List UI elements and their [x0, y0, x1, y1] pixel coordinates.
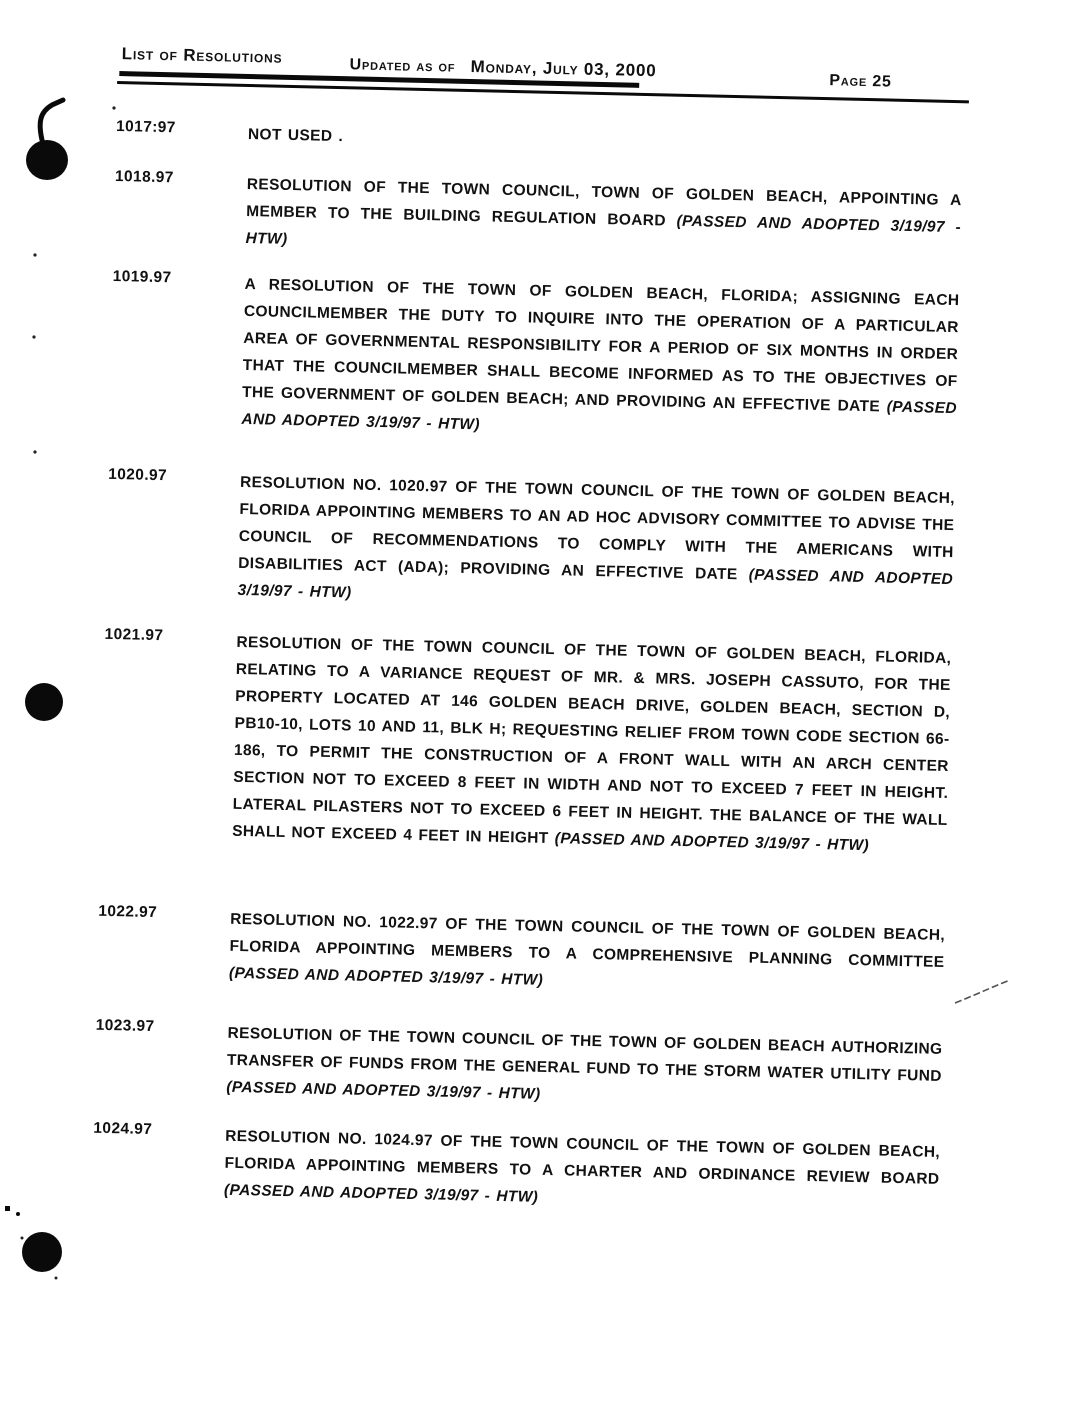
- entry-body-text: RESOLUTION NO. 1022.97 OF THE TOWN COUNCIL OF THE TOWN OF GOLDEN BEACH, FLORIDA APPOINTING MEMBERS TO A COMPREHENSIVE PLANNING COMMITTEE: [229, 910, 946, 971]
- entry-text: [248, 121, 963, 164]
- entry-disposition: (PASSED AND ADOPTED 3/19/97 - HTW): [223, 1181, 539, 1206]
- entry-number: 1023.97: [95, 1016, 155, 1036]
- entry-row: [105, 466, 960, 620]
- entry-body-text: RESOLUTION NO. 1024.97 OF THE TOWN COUNCIL OF THE TOWN OF GOLDEN BEACH, FLORIDA APPOINTING MEMBERS TO A CHARTER AND ORDINANCE REVIEW BOARD: [224, 1127, 941, 1188]
- updated-date: Monday, July 03, 2000: [470, 57, 657, 81]
- entry-row: [92, 1120, 946, 1220]
- entry-number: 1024.97: [93, 1119, 153, 1139]
- document-header: [117, 44, 970, 109]
- ink-blot-mark: [22, 1232, 62, 1272]
- entry-disposition: (PASSED AND ADOPTED 3/19/97 - HTW): [554, 830, 870, 855]
- entry-row: [100, 626, 957, 861]
- ink-blot-tail-mark: [40, 100, 63, 140]
- entry-body-text: RESOLUTION OF THE TOWN COUNCIL, TOWN OF GOLDEN BEACH, APPOINTING A MEMBER TO THE BUILDING REGULATION BOARD: [246, 175, 962, 230]
- entry-disposition: (PASSED AND ADOPTED 3/19/97 - HTW): [237, 566, 954, 602]
- entry-text: [229, 906, 946, 1003]
- entry-body-text: A RESOLUTION OF THE TOWN OF GOLDEN BEACH, FLORIDA; ASSIGNING EACH COUNCILMEMBER THE DUTY TO INQUIRE INTO THE OPERATION OF A PARTICULAR AREA OF GOVERNMENTAL RESPONSIBILITY FOR A PERIOD OF SIX MONTHS IN ORDER THAT THE COUNCILMEMBER SHALL BECOME INFORMED AS TO THE OBJECTIVES OF THE GOVERNMENT OF GOLDEN BEACH; AND PROVIDING AN EFFECTIVE DATE: [241, 275, 960, 416]
- entry-row: [97, 903, 951, 1003]
- speck-mark: [33, 253, 36, 256]
- page-number: Page 25: [829, 72, 892, 91]
- entry-row: [113, 168, 967, 268]
- entry-number: 1019.97: [112, 267, 172, 287]
- entry-disposition: (PASSED AND ADOPTED 3/19/97 - HTW): [245, 212, 962, 248]
- entry-disposition: (PASSED AND ADOPTED 3/19/97 - HTW): [226, 1078, 541, 1103]
- updated-label: Updated as of: [349, 56, 456, 76]
- entry-text: [245, 171, 962, 268]
- entry-number: 1022.97: [98, 902, 158, 922]
- speck-mark: [21, 1237, 24, 1240]
- entry-disposition: (PASSED AND ADOPTED 3/19/97 - HTW): [241, 398, 958, 434]
- speck-mark: [112, 106, 115, 109]
- entry-disposition: (PASSED AND ADOPTED 3/19/97 - HTW): [228, 964, 544, 989]
- entry-body-text: RESOLUTION NO. 1020.97 OF THE TOWN COUNCIL OF THE TOWN OF GOLDEN BEACH, FLORIDA APPOINTING MEMBERS TO AN AD HOC ADVISORY COMMITTEE TO ADVISE THE COUNCIL OF RECOMMENDATIONS TO COMPLY WITH THE AMERICANS WITH DISABILITIES ACT (ADA); PROVIDING AN EFFECTIVE DATE: [238, 473, 956, 584]
- ink-blot-mark: [25, 683, 63, 721]
- entry-number: 1018.97: [114, 167, 175, 187]
- document-title: List of Resolutions: [121, 44, 283, 67]
- entry-row: [116, 118, 968, 164]
- entry-row: [109, 268, 964, 449]
- speck-mark: [55, 1277, 58, 1280]
- ink-blot-mark: [26, 140, 68, 180]
- entry-number: 1021.97: [104, 625, 164, 645]
- entry-number: 1020.97: [108, 465, 168, 485]
- document-content: [89, 44, 969, 1323]
- entry-number: 1017:97: [115, 117, 176, 137]
- entry-body-text: RESOLUTION OF THE TOWN COUNCIL OF THE TOWN OF GOLDEN BEACH, FLORIDA, RELATING TO A VARIANCE REQUEST OF MR. & MRS. JOSEPH CASSUTO, FOR THE PROPERTY LOCATED AT 146 GOLDEN BEACH DRIVE, GOLDEN BEACH, SECTION D, PB10-10, LOTS 10 AND 11, BLK H; REQUESTING RELIEF FROM TOWN CODE SECTION 66-186, TO PERMIT THE CONSTRUCTION OF A FRONT WALL WITH AN ARCH CENTER SECTION NOT TO EXCEED 8 FEET IN WIDTH AND NOT TO EXCEED 7 FEET IN HEIGHT. LATERAL PILASTERS NOT TO EXCEED 6 FEET IN HEIGHT. THE BALANCE OF THE WALL SHALL NOT EXCEED 4 FEET IN HEIGHT: [231, 633, 952, 847]
- pen-stroke-mark: [955, 980, 1010, 1003]
- speck-mark: [5, 1206, 10, 1211]
- speck-mark: [33, 450, 36, 453]
- entry-text: [237, 469, 955, 620]
- entry-body-text: NOT USED .: [247, 125, 344, 146]
- entry-row: [94, 1017, 948, 1117]
- entry-text: [226, 1020, 943, 1117]
- entry-text: [232, 629, 952, 861]
- speck-mark: [16, 1212, 20, 1216]
- entry-text: [224, 1123, 941, 1220]
- speck-mark: [32, 335, 35, 338]
- entry-text: [241, 271, 959, 449]
- entry-body-text: RESOLUTION OF THE TOWN COUNCIL OF THE TOWN OF GOLDEN BEACH AUTHORIZING TRANSFER OF FUNDS FROM THE GENERAL FUND TO THE STORM WATER UTILITY FUND: [226, 1024, 943, 1085]
